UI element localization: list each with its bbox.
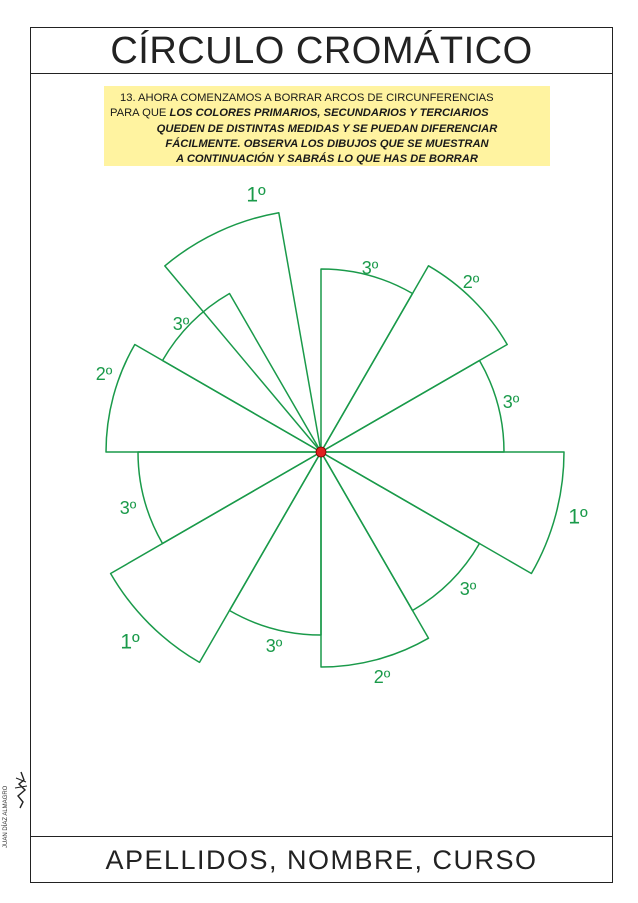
wheel-label-secondary: 2º — [373, 666, 391, 687]
wheel-label-tertiary: 3º — [172, 313, 190, 334]
footer-band — [30, 836, 613, 883]
instruction-line-3: QUEDEN DE DISTINTAS MEDIDAS Y SE PUEDAN DIFERENCIAR — [156, 122, 498, 135]
author-signature-icon — [12, 770, 30, 850]
wheel-sector-primary — [111, 452, 321, 662]
instruction-line-1: 13. AHORA COMENZAMOS A BORRAR ARCOS DE CIRCUNFERENCIAS — [120, 92, 494, 104]
wheel-label-primary: 1º — [568, 505, 588, 529]
wheel-sector-secondary — [321, 266, 507, 452]
wheel-label-secondary: 2º — [95, 363, 113, 384]
wheel-sector-tertiary — [230, 452, 322, 635]
wheel-labels — [96, 184, 588, 687]
wheel-label-tertiary: 3º — [361, 257, 379, 278]
wheel-sector-primary — [321, 452, 564, 574]
center-point — [316, 447, 326, 457]
page-title: CÍRCULO CROMÁTICO — [110, 29, 533, 72]
instruction-line-2-bold: LOS COLORES PRIMARIOS, SECUNDARIOS Y TERCIARIOS — [169, 107, 489, 120]
wheel-label-tertiary: 3º — [502, 391, 520, 412]
wheel-sector-secondary — [321, 452, 429, 667]
wheel-label-primary: 1º — [120, 630, 140, 654]
instruction-line-2-plain: PARA QUE — [110, 107, 170, 120]
wheel-label-tertiary: 3º — [119, 497, 137, 518]
author-name: JUAN DÍAZ ALMAGRO — [3, 785, 9, 848]
instruction-line-4: FÁCILMENTE. OBSERVA LOS DIBUJOS QUE SE MUESTRAN — [165, 137, 489, 150]
instruction-line-5: A CONTINUACIÓN Y SABRÁS LO QUE HAS DE BORRAR — [176, 153, 478, 166]
wheel-sector-secondary — [106, 345, 321, 453]
wheel-sector-tertiary — [321, 269, 413, 452]
wheel-sector-tertiary — [321, 361, 504, 453]
wheel-sector-tertiary — [138, 452, 321, 544]
wheel-label-tertiary: 3º — [265, 635, 283, 656]
wheel-label-primary: 1º — [246, 183, 266, 207]
wheel-label-secondary: 2º — [462, 271, 480, 292]
wheel-label-tertiary: 3º — [459, 578, 477, 599]
wheel-sectors — [106, 213, 564, 667]
student-info-label: APELLIDOS, NOMBRE, CURSO — [105, 844, 538, 875]
wheel-sector-tertiary — [321, 452, 480, 611]
